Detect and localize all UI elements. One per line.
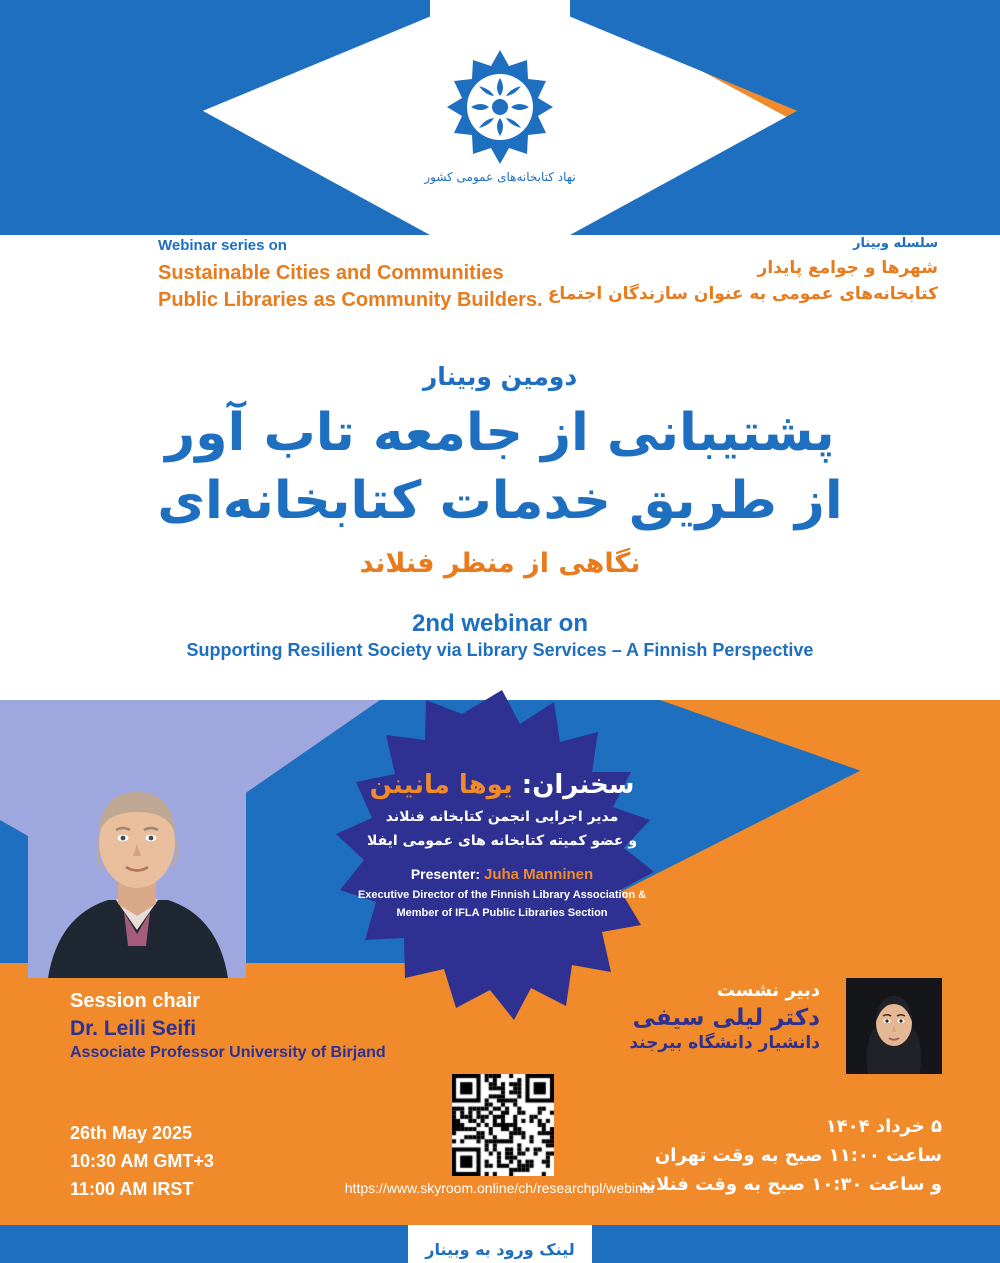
- presenter-role-en: [332, 886, 672, 923]
- presenter-role-en-line2: Member of IFLA Public Libraries Section: [396, 907, 608, 920]
- chair-affiliation-en: Associate Professor University of Birjand: [70, 1044, 386, 1061]
- date-en: 26th May 2025: [70, 1123, 193, 1143]
- title-fa-line1: پشتیبانی از جامعه تاب آور: [165, 403, 835, 463]
- date-fa: ۵ خرداد ۱۴۰۴: [825, 1116, 942, 1137]
- chair-name-fa: دکتر لیلی سیفی: [632, 1005, 820, 1031]
- chair-label-fa: دبیر نشست: [716, 980, 820, 1001]
- presenter-name-row-en: [332, 866, 672, 883]
- series-header-farsi: [538, 236, 938, 307]
- chair-label-en: Session chair: [70, 990, 201, 1012]
- title-fa-line2: از طریق خدمات کتابخانه‌ای: [157, 470, 843, 531]
- star-rosette-logo-icon: [441, 48, 559, 166]
- time-tehran-fa: ساعت ۱۱:۰۰ صبح به وقت تهران: [654, 1145, 942, 1167]
- speaker-role-fa-line2: و عضو کمیته کتابخانه های عمومی ایفلا: [366, 832, 638, 849]
- speaker-role-fa: [332, 806, 672, 854]
- speaker-name-row-fa: [332, 770, 672, 800]
- session-chair-farsi: [480, 980, 820, 1053]
- speaker-portrait-photo: [28, 760, 246, 978]
- series-kicker-en: Webinar series on: [158, 237, 287, 254]
- webinar-link-label[interactable]: لینک ورود به وبینار: [425, 1240, 575, 1259]
- title-en-line2: Supporting Resilient Society via Library Services – A Finnish Perspective: [186, 640, 814, 660]
- time-irst-en: 11:00 AM IRST: [70, 1178, 194, 1199]
- presenter-name-en: Juha Manninen: [483, 865, 594, 883]
- organization-logo: [0, 48, 1000, 184]
- presenter-label-en: Presenter:: [410, 865, 481, 882]
- page-title-fa: [0, 400, 1000, 535]
- chair-affiliation-fa: دانشیار دانشگاه بیرجند: [629, 1033, 820, 1053]
- series-kicker-fa: سلسله وبینار: [853, 236, 938, 251]
- series-line1-en: Sustainable Cities and Communities: [158, 262, 504, 284]
- series-line1-fa: شهرها و جوامع پایدار: [757, 258, 938, 278]
- presenter-role-en-line1: Executive Director of the Finnish Library Association &: [357, 888, 647, 901]
- time-gmt-en: 10:30 AM GMT+3: [70, 1150, 214, 1171]
- logo-caption: نهاد کتابخانه‌های عمومی کشور: [424, 170, 576, 184]
- speaker-name-fa: یوها مانینن: [369, 770, 513, 800]
- series-line2-en: Public Libraries as Community Builders.: [158, 289, 543, 311]
- webinar-number-fa: دومین وبینار: [422, 362, 578, 391]
- chair-name-en: Dr. Leili Seifi: [70, 1017, 197, 1040]
- webinar-link-url[interactable]: https://www.skyroom.online/ch/researchpl/webinar: [344, 1180, 656, 1196]
- speaker-info: [332, 770, 672, 923]
- time-finland-fa: و ساعت ۱۰:۳۰ صبح به وقت فنلاند: [638, 1174, 942, 1196]
- speaker-label-fa: سخنران:: [521, 770, 635, 800]
- series-line2-fa: کتابخانه‌های عمومی به عنوان سازندگان اجتماع: [547, 283, 938, 304]
- qr-code[interactable]: [452, 1074, 554, 1176]
- chair-portrait-photo: [846, 978, 942, 1074]
- title-en-line1: 2nd webinar on: [411, 610, 588, 637]
- session-chair-english: [70, 990, 490, 1062]
- subtitle-fa: نگاهی از منظر فنلاند: [359, 548, 641, 579]
- speaker-role-fa-line1: مدیر اجرایی انجمن کتابخانه فنلاند: [385, 809, 619, 825]
